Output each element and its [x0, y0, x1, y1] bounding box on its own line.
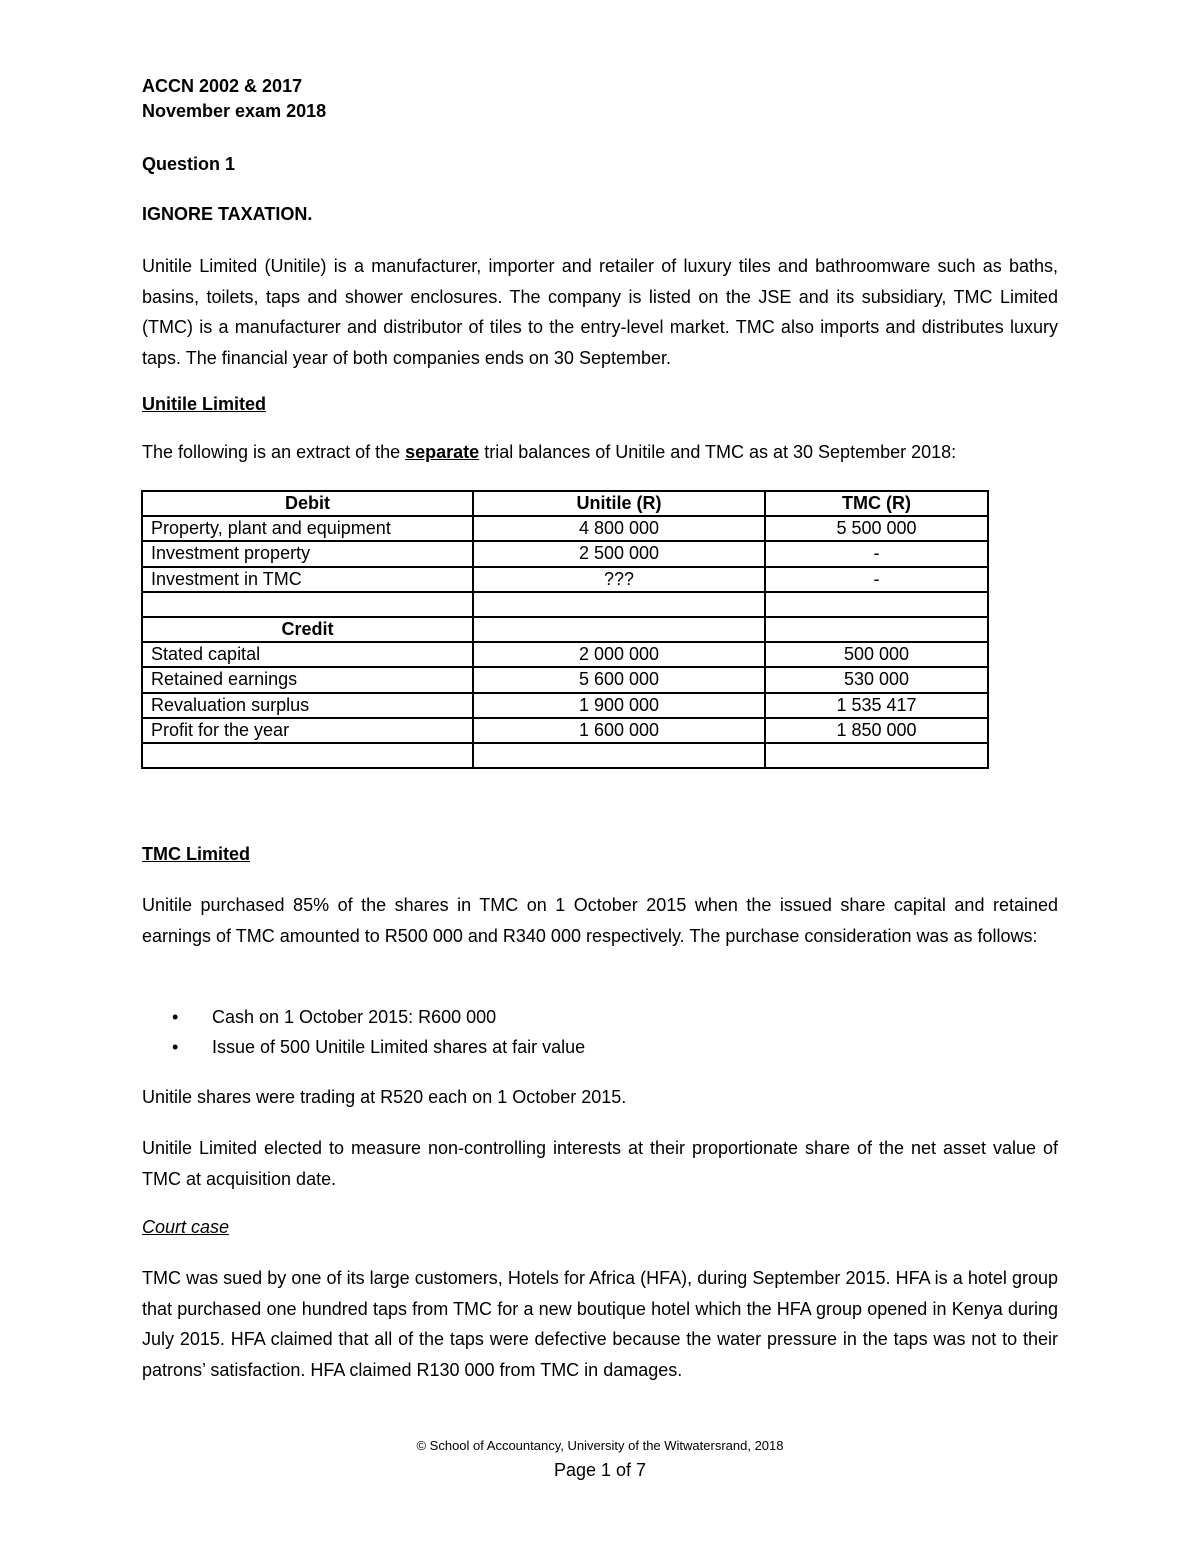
- table-row: [142, 642, 988, 667]
- list-item-text: Issue of 500 Unitile Limited shares at fair value: [212, 1037, 586, 1057]
- row-tmc: -: [765, 567, 988, 592]
- list-item: [172, 1037, 585, 1058]
- row-label: Property, plant and equipment: [142, 516, 473, 541]
- nci-paragraph: Unitile Limited elected to measure non-controlling interests at their proportionate share of the net asset value of TMC at acquisition date.: [142, 1138, 1058, 1189]
- course-code: ACCN 2002 & 2017: [142, 76, 303, 96]
- row-tmc: -: [765, 541, 988, 566]
- row-unitile: 5 600 000: [473, 667, 765, 692]
- footer-copyright: © School of Accountancy, University of the Witwatersrand, 2018: [416, 1438, 784, 1453]
- row-tmc: 1 850 000: [765, 718, 988, 743]
- credit-header-row: [142, 617, 988, 642]
- row-unitile: 1 600 000: [473, 718, 765, 743]
- table-row: [142, 718, 988, 743]
- table-row: [142, 667, 988, 692]
- empty-cell: [473, 592, 765, 617]
- list-item-text: Cash on 1 October 2015: R600 000: [212, 1007, 497, 1027]
- empty-cell: [473, 743, 765, 768]
- row-unitile: 2 000 000: [473, 642, 765, 667]
- bullet-icon: •: [172, 1007, 179, 1027]
- row-label: Retained earnings: [142, 667, 473, 692]
- header-debit: Debit: [142, 491, 473, 516]
- row-label: Investment property: [142, 541, 473, 566]
- empty-cell: [473, 617, 765, 642]
- court-case-heading: Court case: [142, 1217, 230, 1237]
- court-case-paragraph: TMC was sued by one of its large customers, Hotels for Africa (HFA), during September 2015. HFA is a hotel group that purchased one hundred taps from TMC for a new boutique hotel which the HFA group opened in Kenya during July 2015. HFA claimed that all of the taps were defective because the water pressure in the taps was not to their patrons’ satisfaction. HFA claimed R130 000 from TMC in damages.: [142, 1268, 1058, 1380]
- table-row: [142, 516, 988, 541]
- table-row-empty: [142, 592, 988, 617]
- row-unitile: 1 900 000: [473, 693, 765, 718]
- row-label: Stated capital: [142, 642, 473, 667]
- exam-title: November exam 2018: [142, 101, 327, 121]
- table-row-empty: [142, 743, 988, 768]
- row-unitile: 4 800 000: [473, 516, 765, 541]
- row-label: Revaluation surplus: [142, 693, 473, 718]
- table-row: [142, 693, 988, 718]
- row-unitile: ???: [473, 567, 765, 592]
- row-label: Profit for the year: [142, 718, 473, 743]
- unitile-heading: Unitile Limited: [142, 394, 267, 414]
- question-title: Question 1: [142, 154, 236, 174]
- instruction: IGNORE TAXATION.: [142, 204, 313, 224]
- table-header-row: [142, 491, 988, 516]
- table-row: [142, 541, 988, 566]
- credit-label: Credit: [142, 617, 473, 642]
- extract-sentence: [142, 442, 956, 463]
- page-number: Page 1 of 7: [553, 1460, 647, 1480]
- empty-cell: [765, 743, 988, 768]
- intro-paragraph: Unitile Limited (Unitile) is a manufacturer, importer and retailer of luxury tiles and bathroomware such as baths, basins, toilets, taps and shower enclosures. The company is listed on the JSE and its subsidiary, TMC Limited (TMC) is a manufacturer and distributor of tiles to the entry-level market. TMC also imports and distributes luxury taps. The financial year of both companies ends on 30 September.: [142, 256, 1058, 368]
- extract-after: trial balances of Unitile and TMC as at 30 September 2018:: [479, 442, 957, 462]
- row-unitile: 2 500 000: [473, 541, 765, 566]
- purchase-paragraph: Unitile purchased 85% of the shares in TMC on 1 October 2015 when the issued share capital and retained earnings of TMC amounted to R500 000 and R340 000 respectively. The purchase consideration was as follows:: [142, 895, 1058, 946]
- list-item: [172, 1007, 496, 1028]
- header-unitile: Unitile (R): [473, 491, 765, 516]
- row-tmc: 5 500 000: [765, 516, 988, 541]
- empty-cell: [765, 617, 988, 642]
- trial-balance-table: [141, 490, 989, 769]
- tmc-heading: TMC Limited: [142, 844, 250, 864]
- empty-cell: [142, 592, 473, 617]
- row-label: Investment in TMC: [142, 567, 473, 592]
- empty-cell: [142, 743, 473, 768]
- row-tmc: 530 000: [765, 667, 988, 692]
- table-row: [142, 567, 988, 592]
- header-tmc: TMC (R): [765, 491, 988, 516]
- row-tmc: 1 535 417: [765, 693, 988, 718]
- empty-cell: [765, 592, 988, 617]
- bullet-icon: •: [172, 1037, 179, 1057]
- extract-before: The following is an extract of the: [142, 442, 406, 462]
- extract-emphasis: separate: [405, 442, 480, 462]
- share-price-sentence: Unitile shares were trading at R520 each on 1 October 2015.: [142, 1087, 627, 1107]
- row-tmc: 500 000: [765, 642, 988, 667]
